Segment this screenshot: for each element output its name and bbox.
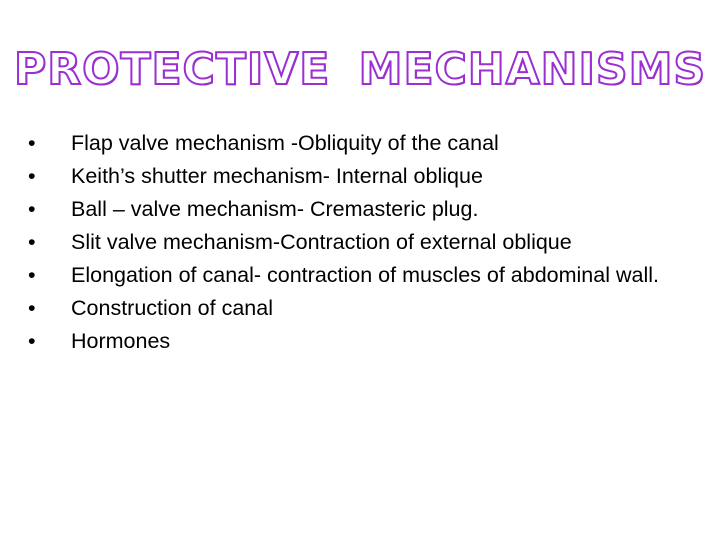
- bullet-text: Elongation of canal- contraction of muscles of abdominal wall.: [71, 263, 659, 287]
- bullet-item: [28, 326, 688, 356]
- bullet-item: [28, 161, 688, 191]
- bullet-item: [28, 293, 688, 323]
- bullet-text: Construction of canal: [71, 296, 273, 320]
- bullet-item: [28, 260, 688, 290]
- bullet-icon: •: [28, 230, 36, 254]
- bullet-item: [28, 227, 688, 257]
- bullet-text: Keith’s shutter mechanism- Internal oblique: [71, 164, 483, 188]
- bullet-list: [28, 128, 688, 359]
- bullet-icon: •: [28, 164, 36, 188]
- bullet-text: Hormones: [71, 329, 171, 353]
- bullet-icon: •: [28, 329, 36, 353]
- bullet-item: [28, 128, 688, 158]
- bullet-icon: •: [28, 296, 36, 320]
- bullet-icon: •: [28, 263, 36, 287]
- bullet-icon: •: [28, 197, 36, 221]
- title-word-1: PROTECTIVE: [13, 44, 331, 95]
- bullet-text: Flap valve mechanism -Obliquity of the canal: [71, 131, 499, 155]
- bullet-icon: •: [28, 131, 36, 155]
- bullet-item: [28, 194, 688, 224]
- title-word-2: MECHANISMS: [358, 44, 707, 95]
- bullet-text: Slit valve mechanism-Contraction of external oblique: [71, 230, 572, 254]
- slide-title: [0, 40, 720, 100]
- bullet-text: Ball – valve mechanism- Cremasteric plug.: [71, 197, 479, 221]
